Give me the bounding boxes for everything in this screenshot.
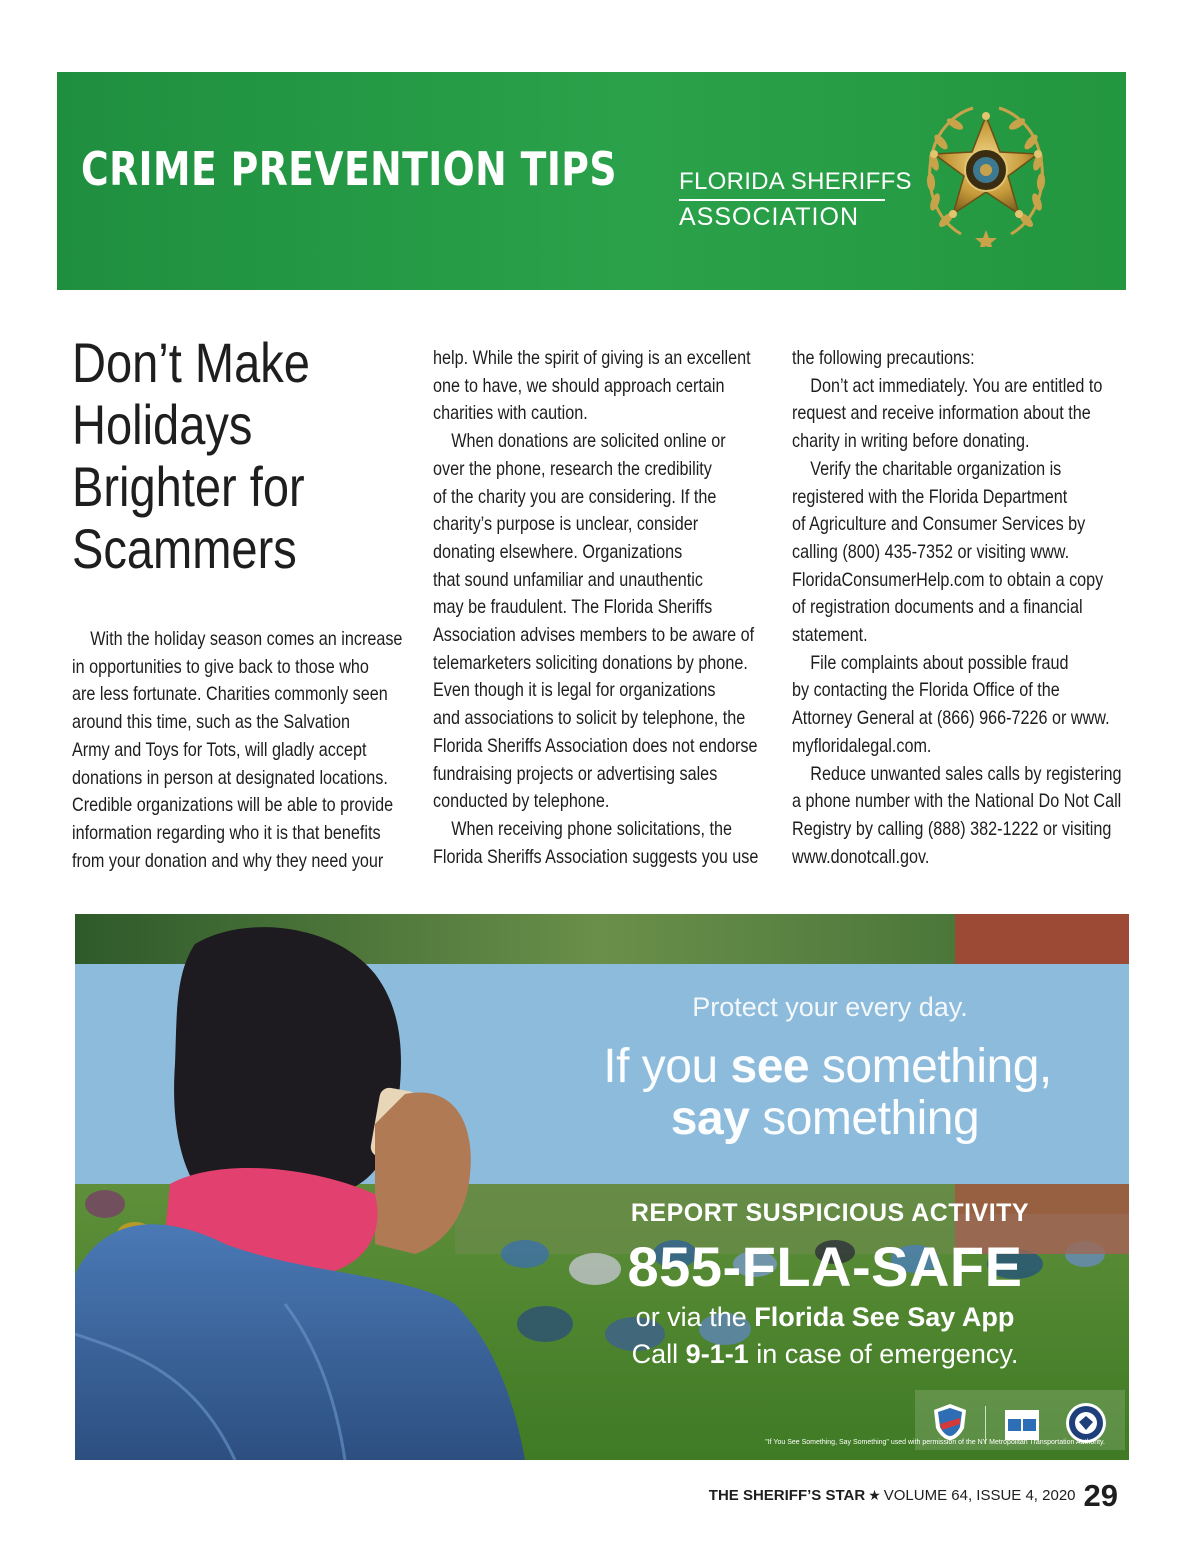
text-line: over the phone, research the credibility [433, 457, 712, 480]
text-line: File complaints about possible fraud [810, 651, 1069, 674]
text-line: Verify the charitable organization is [810, 457, 1062, 480]
text-line: that sound unfamiliar and unauthentic [433, 568, 703, 591]
text-line: a phone number with the National Do Not Call [792, 790, 1122, 813]
ad-phone-number: 855-FLA-SAFE [627, 1235, 1023, 1298]
text-line: www.donotcall.gov. [792, 845, 930, 868]
text-line: Florida Sheriffs Association does not endorse [433, 734, 758, 757]
text-line: of Agriculture and Consumer Services by [792, 513, 1086, 536]
see-something-say-something-ad [75, 914, 1129, 1460]
text-line: information regarding who it is that benefits [72, 821, 381, 844]
florida-shield-icon [930, 1402, 970, 1442]
text-line: one to have, we should approach certain [433, 374, 725, 397]
article-column-2 [433, 345, 825, 871]
text-line: fundraising projects or advertising sales [433, 762, 718, 785]
text-line: of the charity you are considering. If the [433, 485, 717, 508]
ad-call-text: in case of emergency. [748, 1339, 1019, 1369]
text-line: Association advises members to be aware of [433, 624, 755, 647]
text-line: help. While the spirit of giving is an excellent [433, 347, 751, 369]
text-line: FloridaConsumerHelp.com to obtain a copy [792, 568, 1104, 591]
text-line: Attorney General at (866) 966-7226 or www. [792, 707, 1110, 730]
ad-report-heading: REPORT SUSPICIOUS ACTIVITY [630, 1199, 1030, 1227]
text-line: donations in person at designated locations. [72, 766, 388, 789]
text-line: in opportunities to give back to those who [72, 655, 369, 678]
star-icon: ★ [868, 1487, 881, 1503]
text-line: may be fraudulent. The Florida Sheriffs [433, 596, 713, 619]
text-line: Don’t act immediately. You are entitled to [810, 374, 1103, 397]
text-line: Credible organizations will be able to provide [72, 794, 394, 817]
ad-emergency-line [575, 1339, 1075, 1370]
article-column-3 [792, 345, 1189, 871]
headline-line: Holidays [72, 393, 253, 456]
headline-line: Brighter for [72, 455, 305, 518]
text-line: and associations to solicit by telephone, the [433, 707, 746, 730]
text-line: from your donation and why they need your [72, 849, 384, 872]
issue-info: VOLUME 64, ISSUE 4, 2020 [883, 1487, 1076, 1504]
text-line: calling (800) 435-7352 or visiting www. [792, 540, 1070, 563]
text-line: of registration documents and a financial [792, 596, 1083, 619]
ad-headline-emphasis: see [730, 1040, 810, 1093]
text-line: myfloridalegal.com. [792, 734, 932, 757]
text-line: around this time, such as the Salvation [72, 711, 350, 734]
ad-headline-line2 [595, 1094, 1055, 1144]
sheriff-star-seal-icon [921, 102, 1051, 247]
ad-headline-emphasis: say [670, 1092, 750, 1145]
text-line: Even though it is legal for organizations [433, 679, 716, 702]
page-footer [709, 1478, 1118, 1514]
text-line: charities with caution. [433, 402, 588, 425]
article-headline [72, 332, 341, 580]
org-name-line1: FLORIDA SHERIFFS [679, 168, 912, 195]
text-line: donating elsewhere. Organizations [433, 540, 683, 563]
ad-app-text: or via the [635, 1302, 755, 1332]
ad-headline-text: something, [809, 1040, 1052, 1093]
text-line: are less fortunate. Charities commonly seen [72, 683, 388, 706]
ad-headline-text: If you [603, 1040, 731, 1093]
text-line: When donations are solicited online or [451, 430, 726, 453]
text-line: charity in writing before donating. [792, 430, 1030, 453]
text-line: Army and Toys for Tots, will gladly accept [72, 738, 367, 761]
see-say-logo-icon [1005, 1410, 1039, 1440]
headline-line: Scammers [72, 517, 297, 580]
page-number: 29 [1083, 1478, 1118, 1513]
headline-line: Don’t Make [72, 331, 310, 394]
text-line: Reduce unwanted sales calls by registering [810, 762, 1122, 785]
org-name-divider [679, 199, 885, 201]
text-line: charity’s purpose is unclear, consider [433, 513, 699, 536]
ad-headline-line1 [555, 1042, 1100, 1092]
text-line: With the holiday season comes an increase [90, 628, 403, 650]
ad-disclaimer: "If You See Something, Say Something" used with permission of the NY Metropolitan Transportation Authority. [765, 1439, 1105, 1446]
org-name-line2: ASSOCIATION [679, 203, 860, 231]
text-line: conducted by telephone. [433, 790, 610, 813]
text-line: the following precautions: [792, 347, 975, 369]
article-column-1 [72, 626, 470, 875]
text-line: statement. [792, 624, 868, 647]
text-line: request and receive information about the [792, 402, 1091, 425]
text-line: telemarketers soliciting donations by phone. [433, 651, 748, 674]
dhs-seal-icon [1065, 1402, 1107, 1444]
section-title: CRIME PREVENTION TIPS [81, 142, 617, 196]
header-banner [57, 72, 1126, 290]
org-wordmark [679, 168, 912, 232]
text-line: registered with the Florida Department [792, 485, 1068, 508]
text-line: Registry by calling (888) 382-1222 or visiting [792, 817, 1112, 840]
text-line: by contacting the Florida Office of the [792, 679, 1060, 702]
publication-name: THE SHERIFF’S STAR [708, 1487, 866, 1504]
ad-tagline: Protect your every day. [692, 992, 968, 1022]
text-line: When receiving phone solicitations, the [451, 817, 732, 840]
ad-headline-text: something [749, 1092, 980, 1145]
ad-emergency-number: 9-1-1 [685, 1339, 749, 1369]
ad-app-line [575, 1302, 1075, 1333]
ad-call-text: Call [631, 1339, 686, 1369]
text-line: Florida Sheriffs Association suggests you use [433, 845, 759, 868]
ad-app-name: Florida See Say App [754, 1302, 1015, 1332]
